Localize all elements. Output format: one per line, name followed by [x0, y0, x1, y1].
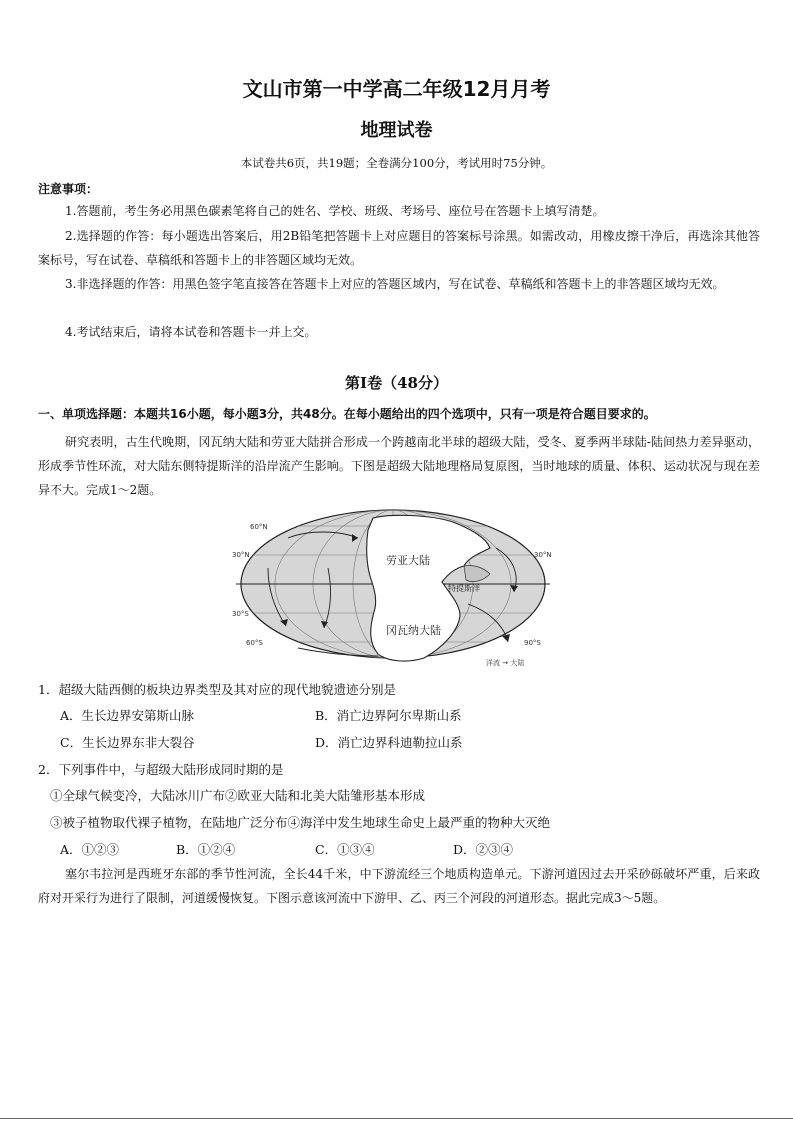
exam-info: 本试卷共6页，共19题；全卷满分100分，考试用时75分钟。: [240, 156, 553, 170]
label-laurasia: 劳亚大陆: [386, 554, 430, 567]
q2-option-d: D．②③④: [453, 842, 514, 857]
q1-option-c: C．生长边界东非大裂谷: [60, 735, 195, 750]
q2-option-a: A．①②③: [60, 842, 120, 857]
label-gondwana: 冈瓦纳大陆: [386, 624, 441, 637]
section-title: 第I卷（48分）: [345, 374, 448, 392]
q2-statements-2: ③被子植物取代裸子植物，在陆地广泛分布④海洋中发生地球生命史上最严重的物种大灭绝: [50, 815, 551, 830]
q2-option-b: B．①②④: [176, 842, 236, 857]
q1-option-b: B．消亡边界阿尔卑斯山系: [315, 708, 462, 723]
lat-label-60s: 60°S: [246, 639, 263, 647]
map-legend: 洋流 → 大陆: [486, 659, 525, 667]
notice-item-1: 1.答题前，考生务必用黑色碳素笔将自己的姓名、学校、班级、考场号、座位号在答题卡上填写清楚。: [65, 204, 605, 218]
q2-option-c: C．①③④: [315, 842, 375, 857]
label-tethys: 特提斯洋: [448, 584, 480, 593]
q2-statements-1: ①全球气候变冷，大陆冰川广布②欧亚大陆和北美大陆雏形基本形成: [50, 788, 426, 803]
exam-title: 文山市第一中学高二年级12月月考: [242, 77, 551, 101]
section-intro: 一、单项选择题：本题共16小题，每小题3分，共48分。在每小题给出的四个选项中，只有一项是符合题目要求的。: [38, 407, 656, 421]
passage-1: 研究表明，古生代晚期，冈瓦纳大陆和劳亚大陆拼合形成一个跨越南北半球的超级大陆，受冬、夏季两半球陆-陆间热力差异驱动，形成季节性环流，对大陆东侧特提斯洋的沿岸流产生影响。下图是超级大陆地理格局复原图，当时地球的质量、体积、运动状况与现在差异不大。完成1～2题。: [38, 435, 760, 497]
lat-label-30n: 30°N: [232, 551, 250, 559]
supercontinent-map: [228, 508, 562, 670]
notice-item-2: 2.选择题的作答：每小题选出答案后，用2B铅笔把答题卡上对应题目的答案标号涂黑。如需改动，用橡皮擦干净后，再选涂其他答案标号，写在试卷、草稿纸和答题卡上的非答题区域均无效。: [38, 229, 760, 267]
lat-label-90s: 90°S: [524, 639, 541, 647]
lat-label-30n-right: 30°N: [534, 551, 552, 559]
q1-option-a: A．生长边界安第斯山脉: [60, 708, 195, 723]
lat-label-60n: 60°N: [250, 523, 268, 531]
page-bottom-rule: [0, 1118, 793, 1119]
question-1-stem: 1．超级大陆西侧的板块边界类型及其对应的现代地貌遗迹分别是: [38, 682, 396, 697]
q1-option-d: D．消亡边界科迪勒拉山系: [315, 735, 463, 750]
lat-label-30s: 30°S: [232, 610, 249, 618]
notice-item-4: 4.考试结束后，请将本试卷和答题卡一并上交。: [65, 325, 317, 339]
passage-2: 塞尔韦拉河是西班牙东部的季节性河流，全长44千米，中下游流经三个地质构造单元。下游河道因过去开采砂砾破坏严重，后来政府对开采行为进行了限制，河道缓慢恢复。下图示意该河流中下游甲、乙、丙三个河段的河道形态。据此完成3～5题。: [38, 867, 760, 905]
notice-item-3: 3.非选择题的作答：用黑色签字笔直接答在答题卡上对应的答题区域内，写在试卷、草稿纸和答题卡上的非答题区域均无效。: [65, 277, 725, 291]
notice-heading: 注意事项：: [38, 182, 99, 196]
subject-title: 地理试卷: [360, 120, 433, 141]
question-2-stem: 2．下列事件中，与超级大陆形成同时期的是: [38, 762, 284, 777]
